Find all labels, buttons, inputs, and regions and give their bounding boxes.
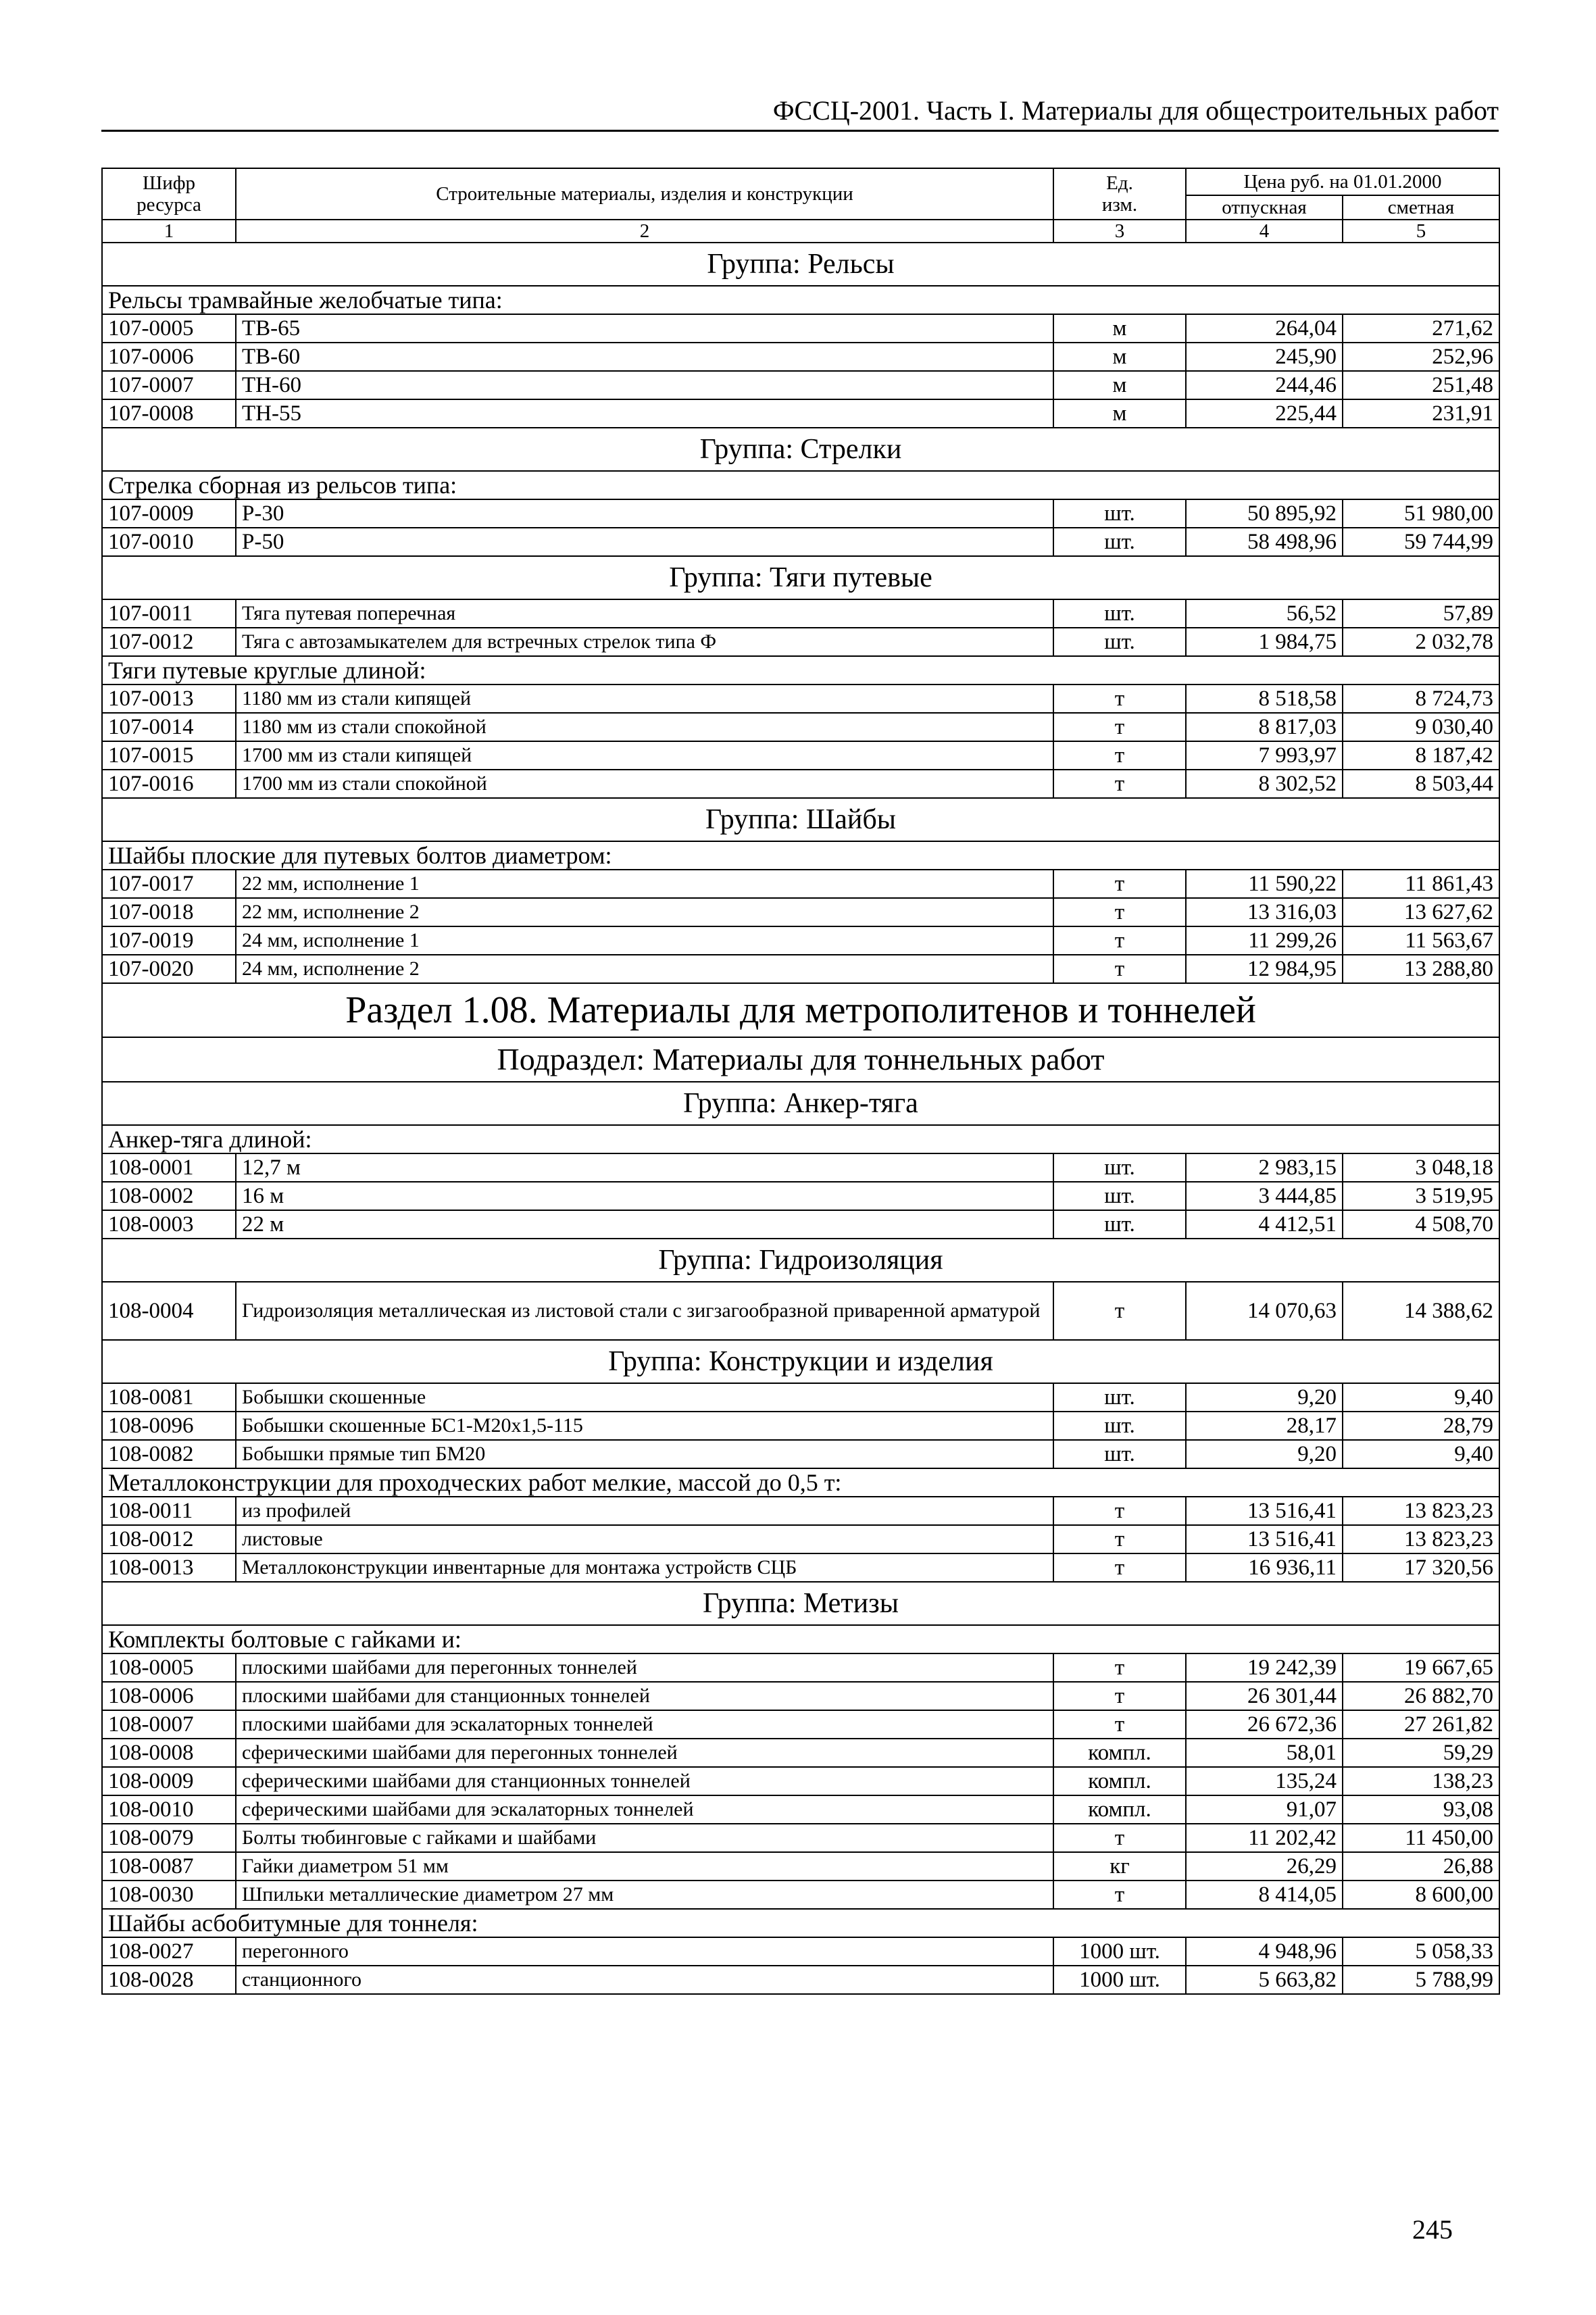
price-release: 58,01 — [1186, 1739, 1343, 1767]
group-heading-row — [102, 798, 1499, 841]
price-release: 3 444,85 — [1186, 1182, 1343, 1210]
price-estimate: 9,40 — [1343, 1383, 1499, 1412]
unit: 1000 шт. — [1053, 1937, 1186, 1966]
unit: шт. — [1053, 1383, 1186, 1412]
material-name: Бобышки прямые тип БМ20 — [236, 1440, 1053, 1468]
resource-code: 108-0012 — [102, 1525, 236, 1553]
material-name: плоскими шайбами для перегонных тоннелей — [236, 1653, 1053, 1682]
price-estimate: 3 519,95 — [1343, 1182, 1499, 1210]
subgroup-heading-row — [102, 841, 1499, 870]
price-estimate: 26 882,70 — [1343, 1682, 1499, 1710]
subgroup-heading: Комплекты болтовые с гайками и: — [102, 1625, 1499, 1653]
table-row — [102, 1767, 1499, 1795]
unit: компл. — [1053, 1795, 1186, 1824]
subgroup-heading: Металлоконструкции для проходческих работ мелкие, массой до 0,5 т: — [102, 1468, 1499, 1497]
table-row — [102, 1210, 1499, 1239]
unit: м — [1053, 343, 1186, 371]
header-unit-line1: Ед. — [1106, 172, 1133, 194]
table-row — [102, 1412, 1499, 1440]
header-price-release: отпускная — [1186, 195, 1343, 220]
table-row — [102, 599, 1499, 628]
unit: т — [1053, 1282, 1186, 1340]
unit: т — [1053, 684, 1186, 713]
resource-code: 107-0007 — [102, 371, 236, 399]
price-estimate: 13 627,62 — [1343, 898, 1499, 926]
table-row — [102, 1682, 1499, 1710]
subgroup-heading-row — [102, 1625, 1499, 1653]
resource-code: 107-0018 — [102, 898, 236, 926]
subgroup-heading-row — [102, 1468, 1499, 1497]
resource-code: 107-0006 — [102, 343, 236, 371]
resource-code: 108-0082 — [102, 1440, 236, 1468]
resource-code: 107-0011 — [102, 599, 236, 628]
unit: шт. — [1053, 1210, 1186, 1239]
header-num-3: 3 — [1053, 220, 1186, 243]
group-heading-row — [102, 1340, 1499, 1383]
unit: т — [1053, 1881, 1186, 1909]
price-release: 135,24 — [1186, 1767, 1343, 1795]
price-estimate: 2 032,78 — [1343, 628, 1499, 656]
unit: т — [1053, 870, 1186, 898]
header-price-estimate: сметная — [1343, 195, 1499, 220]
price-release: 13 516,41 — [1186, 1525, 1343, 1553]
price-release: 8 302,52 — [1186, 770, 1343, 798]
unit: т — [1053, 955, 1186, 983]
group-heading: Группа: Тяги путевые — [102, 556, 1499, 599]
resource-code: 108-0013 — [102, 1553, 236, 1582]
price-release: 16 936,11 — [1186, 1553, 1343, 1582]
header-num-4: 4 — [1186, 220, 1343, 243]
table-row — [102, 314, 1499, 343]
price-release: 4 948,96 — [1186, 1937, 1343, 1966]
table-row — [102, 1383, 1499, 1412]
unit: шт. — [1053, 599, 1186, 628]
resource-code: 107-0013 — [102, 684, 236, 713]
table-row — [102, 1525, 1499, 1553]
section-heading: Раздел 1.08. Материалы для метрополитенов и тоннелей — [102, 983, 1499, 1037]
price-estimate: 9 030,40 — [1343, 713, 1499, 741]
resource-code: 107-0010 — [102, 528, 236, 556]
material-name: перегонного — [236, 1937, 1053, 1966]
unit: шт. — [1053, 528, 1186, 556]
unit: т — [1053, 1497, 1186, 1525]
table-row — [102, 955, 1499, 983]
header-num-1: 1 — [102, 220, 236, 243]
price-estimate: 3 048,18 — [1343, 1153, 1499, 1182]
price-release: 264,04 — [1186, 314, 1343, 343]
price-estimate: 19 667,65 — [1343, 1653, 1499, 1682]
unit: шт. — [1053, 1440, 1186, 1468]
subsection-heading-row — [102, 1037, 1499, 1082]
unit: компл. — [1053, 1739, 1186, 1767]
material-name: Бобышки скошенные — [236, 1383, 1053, 1412]
price-estimate: 13 823,23 — [1343, 1525, 1499, 1553]
header-code — [102, 168, 236, 220]
material-name: Шпильки металлические диаметром 27 мм — [236, 1881, 1053, 1909]
price-release: 11 590,22 — [1186, 870, 1343, 898]
price-release: 8 414,05 — [1186, 1881, 1343, 1909]
resource-code: 107-0005 — [102, 314, 236, 343]
price-release: 8 817,03 — [1186, 713, 1343, 741]
unit: м — [1053, 371, 1186, 399]
price-release: 28,17 — [1186, 1412, 1343, 1440]
unit: т — [1053, 1682, 1186, 1710]
resource-code: 107-0014 — [102, 713, 236, 741]
subgroup-heading: Анкер-тяга длиной: — [102, 1125, 1499, 1153]
unit: т — [1053, 713, 1186, 741]
resource-code: 108-0009 — [102, 1767, 236, 1795]
unit: т — [1053, 1824, 1186, 1852]
group-heading: Группа: Анкер-тяга — [102, 1082, 1499, 1125]
material-name: Гайки диаметром 51 мм — [236, 1852, 1053, 1881]
subgroup-heading: Тяги путевые круглые длиной: — [102, 656, 1499, 684]
material-name: 22 мм, исполнение 2 — [236, 898, 1053, 926]
table-row — [102, 499, 1499, 528]
price-estimate: 28,79 — [1343, 1412, 1499, 1440]
table-row — [102, 1852, 1499, 1881]
material-name: Тяга путевая поперечная — [236, 599, 1053, 628]
section-heading-row — [102, 983, 1499, 1037]
price-estimate: 26,88 — [1343, 1852, 1499, 1881]
table-row — [102, 1153, 1499, 1182]
price-estimate: 17 320,56 — [1343, 1553, 1499, 1582]
resource-code: 108-0005 — [102, 1653, 236, 1682]
resource-code: 108-0002 — [102, 1182, 236, 1210]
material-name: ТН-55 — [236, 399, 1053, 428]
resource-code: 107-0019 — [102, 926, 236, 955]
resource-code: 108-0081 — [102, 1383, 236, 1412]
unit: т — [1053, 1553, 1186, 1582]
price-estimate: 271,62 — [1343, 314, 1499, 343]
resource-code: 107-0015 — [102, 741, 236, 770]
price-release: 9,20 — [1186, 1383, 1343, 1412]
price-estimate: 59,29 — [1343, 1739, 1499, 1767]
price-estimate: 9,40 — [1343, 1440, 1499, 1468]
material-name: ТН-60 — [236, 371, 1053, 399]
price-estimate: 5 058,33 — [1343, 1937, 1499, 1966]
group-heading: Группа: Шайбы — [102, 798, 1499, 841]
material-name: Гидроизоляция металлическая из листовой стали с зигзагообразной приваренной арматурой — [236, 1282, 1053, 1340]
price-estimate: 252,96 — [1343, 343, 1499, 371]
table-row — [102, 741, 1499, 770]
subgroup-heading-row — [102, 1125, 1499, 1153]
table-row — [102, 898, 1499, 926]
header-rule — [101, 130, 1499, 132]
table-row — [102, 343, 1499, 371]
group-heading-row — [102, 1239, 1499, 1282]
unit: т — [1053, 1653, 1186, 1682]
resource-code: 108-0007 — [102, 1710, 236, 1739]
unit: 1000 шт. — [1053, 1966, 1186, 1994]
material-name: 24 мм, исполнение 1 — [236, 926, 1053, 955]
table-row — [102, 628, 1499, 656]
unit: компл. — [1053, 1767, 1186, 1795]
material-name: ТВ-60 — [236, 343, 1053, 371]
table-row — [102, 1282, 1499, 1340]
subsection-heading: Подраздел: Материалы для тоннельных работ — [102, 1037, 1499, 1082]
group-heading: Группа: Гидроизоляция — [102, 1239, 1499, 1282]
header-name: Строительные материалы, изделия и конструкции — [236, 168, 1053, 220]
unit: шт. — [1053, 499, 1186, 528]
material-name: 12,7 м — [236, 1153, 1053, 1182]
subgroup-heading: Шайбы плоские для путевых болтов диаметром: — [102, 841, 1499, 870]
group-heading-row — [102, 1082, 1499, 1125]
price-estimate: 27 261,82 — [1343, 1710, 1499, 1739]
material-name: плоскими шайбами для эскалаторных тоннелей — [236, 1710, 1053, 1739]
header-code-line1: Шифр — [142, 172, 196, 194]
resource-code: 107-0012 — [102, 628, 236, 656]
material-name: 1180 мм из стали кипящей — [236, 684, 1053, 713]
unit: т — [1053, 926, 1186, 955]
table-row — [102, 713, 1499, 741]
price-release: 11 202,42 — [1186, 1824, 1343, 1852]
price-estimate: 51 980,00 — [1343, 499, 1499, 528]
table-body — [102, 243, 1499, 1994]
price-release: 11 299,26 — [1186, 926, 1343, 955]
price-release: 58 498,96 — [1186, 528, 1343, 556]
price-estimate: 4 508,70 — [1343, 1210, 1499, 1239]
resource-code: 108-0001 — [102, 1153, 236, 1182]
group-heading-row — [102, 556, 1499, 599]
price-release: 50 895,92 — [1186, 499, 1343, 528]
unit: т — [1053, 741, 1186, 770]
table-row — [102, 770, 1499, 798]
group-heading: Группа: Рельсы — [102, 243, 1499, 286]
material-name: станционного — [236, 1966, 1053, 1994]
table-row — [102, 1710, 1499, 1739]
table-row — [102, 1653, 1499, 1682]
table-row — [102, 371, 1499, 399]
table-row — [102, 1881, 1499, 1909]
table-row — [102, 1795, 1499, 1824]
price-estimate: 8 187,42 — [1343, 741, 1499, 770]
price-release: 12 984,95 — [1186, 955, 1343, 983]
table-row — [102, 926, 1499, 955]
running-head: ФССЦ-2001. Часть I. Материалы для общестроительных работ — [772, 95, 1499, 126]
price-release: 4 412,51 — [1186, 1210, 1343, 1239]
group-heading: Группа: Метизы — [102, 1582, 1499, 1625]
table-row — [102, 1966, 1499, 1994]
material-name: Металлоконструкции инвентарные для монтажа устройств СЦБ — [236, 1553, 1053, 1582]
price-estimate: 8 724,73 — [1343, 684, 1499, 713]
material-name: ТВ-65 — [236, 314, 1053, 343]
resource-code: 108-0096 — [102, 1412, 236, 1440]
group-heading: Группа: Стрелки — [102, 428, 1499, 471]
page-number: 245 — [1412, 2214, 1453, 2245]
resource-code: 108-0008 — [102, 1739, 236, 1767]
material-name: 1700 мм из стали кипящей — [236, 741, 1053, 770]
resource-code: 108-0030 — [102, 1881, 236, 1909]
table-row — [102, 684, 1499, 713]
price-estimate: 11 450,00 — [1343, 1824, 1499, 1852]
header-price: Цена руб. на 01.01.2000 — [1186, 168, 1499, 195]
table-row — [102, 1937, 1499, 1966]
price-release: 8 518,58 — [1186, 684, 1343, 713]
subgroup-heading-row — [102, 286, 1499, 314]
material-name: 1700 мм из стали спокойной — [236, 770, 1053, 798]
price-estimate: 13 288,80 — [1343, 955, 1499, 983]
subgroup-heading: Шайбы асбобитумные для тоннеля: — [102, 1909, 1499, 1937]
header-unit-line2: изм. — [1101, 194, 1138, 216]
price-estimate: 11 563,67 — [1343, 926, 1499, 955]
table-row — [102, 1182, 1499, 1210]
price-release: 26,29 — [1186, 1852, 1343, 1881]
table-row — [102, 399, 1499, 428]
unit: м — [1053, 399, 1186, 428]
price-estimate: 5 788,99 — [1343, 1966, 1499, 1994]
unit: шт. — [1053, 1412, 1186, 1440]
price-release: 2 983,15 — [1186, 1153, 1343, 1182]
resource-code: 108-0006 — [102, 1682, 236, 1710]
material-name: плоскими шайбами для станционных тоннелей — [236, 1682, 1053, 1710]
price-release: 1 984,75 — [1186, 628, 1343, 656]
resource-code: 107-0017 — [102, 870, 236, 898]
resource-code: 108-0027 — [102, 1937, 236, 1966]
table-row — [102, 1497, 1499, 1525]
unit: шт. — [1053, 1182, 1186, 1210]
header-code-line2: ресурса — [136, 194, 201, 216]
price-release: 91,07 — [1186, 1795, 1343, 1824]
price-release: 26 672,36 — [1186, 1710, 1343, 1739]
unit: шт. — [1053, 1153, 1186, 1182]
subgroup-heading-row — [102, 1909, 1499, 1937]
material-name: 22 мм, исполнение 1 — [236, 870, 1053, 898]
price-estimate: 138,23 — [1343, 1767, 1499, 1795]
unit: шт. — [1053, 628, 1186, 656]
resource-code: 108-0028 — [102, 1966, 236, 1994]
material-name: Р-50 — [236, 528, 1053, 556]
unit: т — [1053, 898, 1186, 926]
unit: т — [1053, 770, 1186, 798]
unit: м — [1053, 314, 1186, 343]
group-heading-row — [102, 243, 1499, 286]
resource-code: 108-0011 — [102, 1497, 236, 1525]
price-estimate: 231,91 — [1343, 399, 1499, 428]
price-release: 225,44 — [1186, 399, 1343, 428]
resource-code: 108-0004 — [102, 1282, 236, 1340]
resource-code: 108-0010 — [102, 1795, 236, 1824]
resource-code: 107-0008 — [102, 399, 236, 428]
header-unit — [1053, 168, 1186, 220]
resource-code: 108-0087 — [102, 1852, 236, 1881]
resource-code: 107-0016 — [102, 770, 236, 798]
table-row — [102, 1440, 1499, 1468]
price-release: 245,90 — [1186, 343, 1343, 371]
material-name: 24 мм, исполнение 2 — [236, 955, 1053, 983]
price-release: 13 516,41 — [1186, 1497, 1343, 1525]
material-name: Тяга с автозамыкателем для встречных стрелок типа Ф — [236, 628, 1053, 656]
resource-code: 108-0003 — [102, 1210, 236, 1239]
subgroup-heading-row — [102, 471, 1499, 499]
material-name: листовые — [236, 1525, 1053, 1553]
material-name: из профилей — [236, 1497, 1053, 1525]
table-row — [102, 870, 1499, 898]
material-name: 1180 мм из стали спокойной — [236, 713, 1053, 741]
price-release: 5 663,82 — [1186, 1966, 1343, 1994]
price-estimate: 13 823,23 — [1343, 1497, 1499, 1525]
resource-code: 107-0009 — [102, 499, 236, 528]
price-release: 14 070,63 — [1186, 1282, 1343, 1340]
material-name: 16 м — [236, 1182, 1053, 1210]
material-name: сферическими шайбами для эскалаторных тоннелей — [236, 1795, 1053, 1824]
table-row — [102, 1739, 1499, 1767]
material-name: сферическими шайбами для перегонных тоннелей — [236, 1739, 1053, 1767]
subgroup-heading-row — [102, 656, 1499, 684]
price-estimate: 93,08 — [1343, 1795, 1499, 1824]
unit: т — [1053, 1525, 1186, 1553]
price-release: 26 301,44 — [1186, 1682, 1343, 1710]
resource-code: 108-0079 — [102, 1824, 236, 1852]
price-release: 7 993,97 — [1186, 741, 1343, 770]
price-release: 56,52 — [1186, 599, 1343, 628]
price-estimate: 14 388,62 — [1343, 1282, 1499, 1340]
material-name: сферическими шайбами для станционных тоннелей — [236, 1767, 1053, 1795]
price-estimate: 8 503,44 — [1343, 770, 1499, 798]
resource-code: 107-0020 — [102, 955, 236, 983]
subgroup-heading: Рельсы трамвайные желобчатые типа: — [102, 286, 1499, 314]
table-row — [102, 528, 1499, 556]
price-estimate: 57,89 — [1343, 599, 1499, 628]
table-row — [102, 1553, 1499, 1582]
price-estimate: 59 744,99 — [1343, 528, 1499, 556]
price-table — [101, 168, 1500, 1995]
subgroup-heading: Стрелка сборная из рельсов типа: — [102, 471, 1499, 499]
material-name: Р-30 — [236, 499, 1053, 528]
price-release: 13 316,03 — [1186, 898, 1343, 926]
price-estimate: 251,48 — [1343, 371, 1499, 399]
unit: т — [1053, 1710, 1186, 1739]
material-name: 22 м — [236, 1210, 1053, 1239]
header-num-5: 5 — [1343, 220, 1499, 243]
unit: кг — [1053, 1852, 1186, 1881]
table-row — [102, 1824, 1499, 1852]
header-num-2: 2 — [236, 220, 1053, 243]
group-heading-row — [102, 1582, 1499, 1625]
group-heading: Группа: Конструкции и изделия — [102, 1340, 1499, 1383]
price-release: 19 242,39 — [1186, 1653, 1343, 1682]
price-release: 9,20 — [1186, 1440, 1343, 1468]
material-name: Болты тюбинговые с гайками и шайбами — [236, 1824, 1053, 1852]
price-estimate: 8 600,00 — [1343, 1881, 1499, 1909]
material-name: Бобышки скошенные БС1-М20х1,5-115 — [236, 1412, 1053, 1440]
group-heading-row — [102, 428, 1499, 471]
price-estimate: 11 861,43 — [1343, 870, 1499, 898]
price-release: 244,46 — [1186, 371, 1343, 399]
